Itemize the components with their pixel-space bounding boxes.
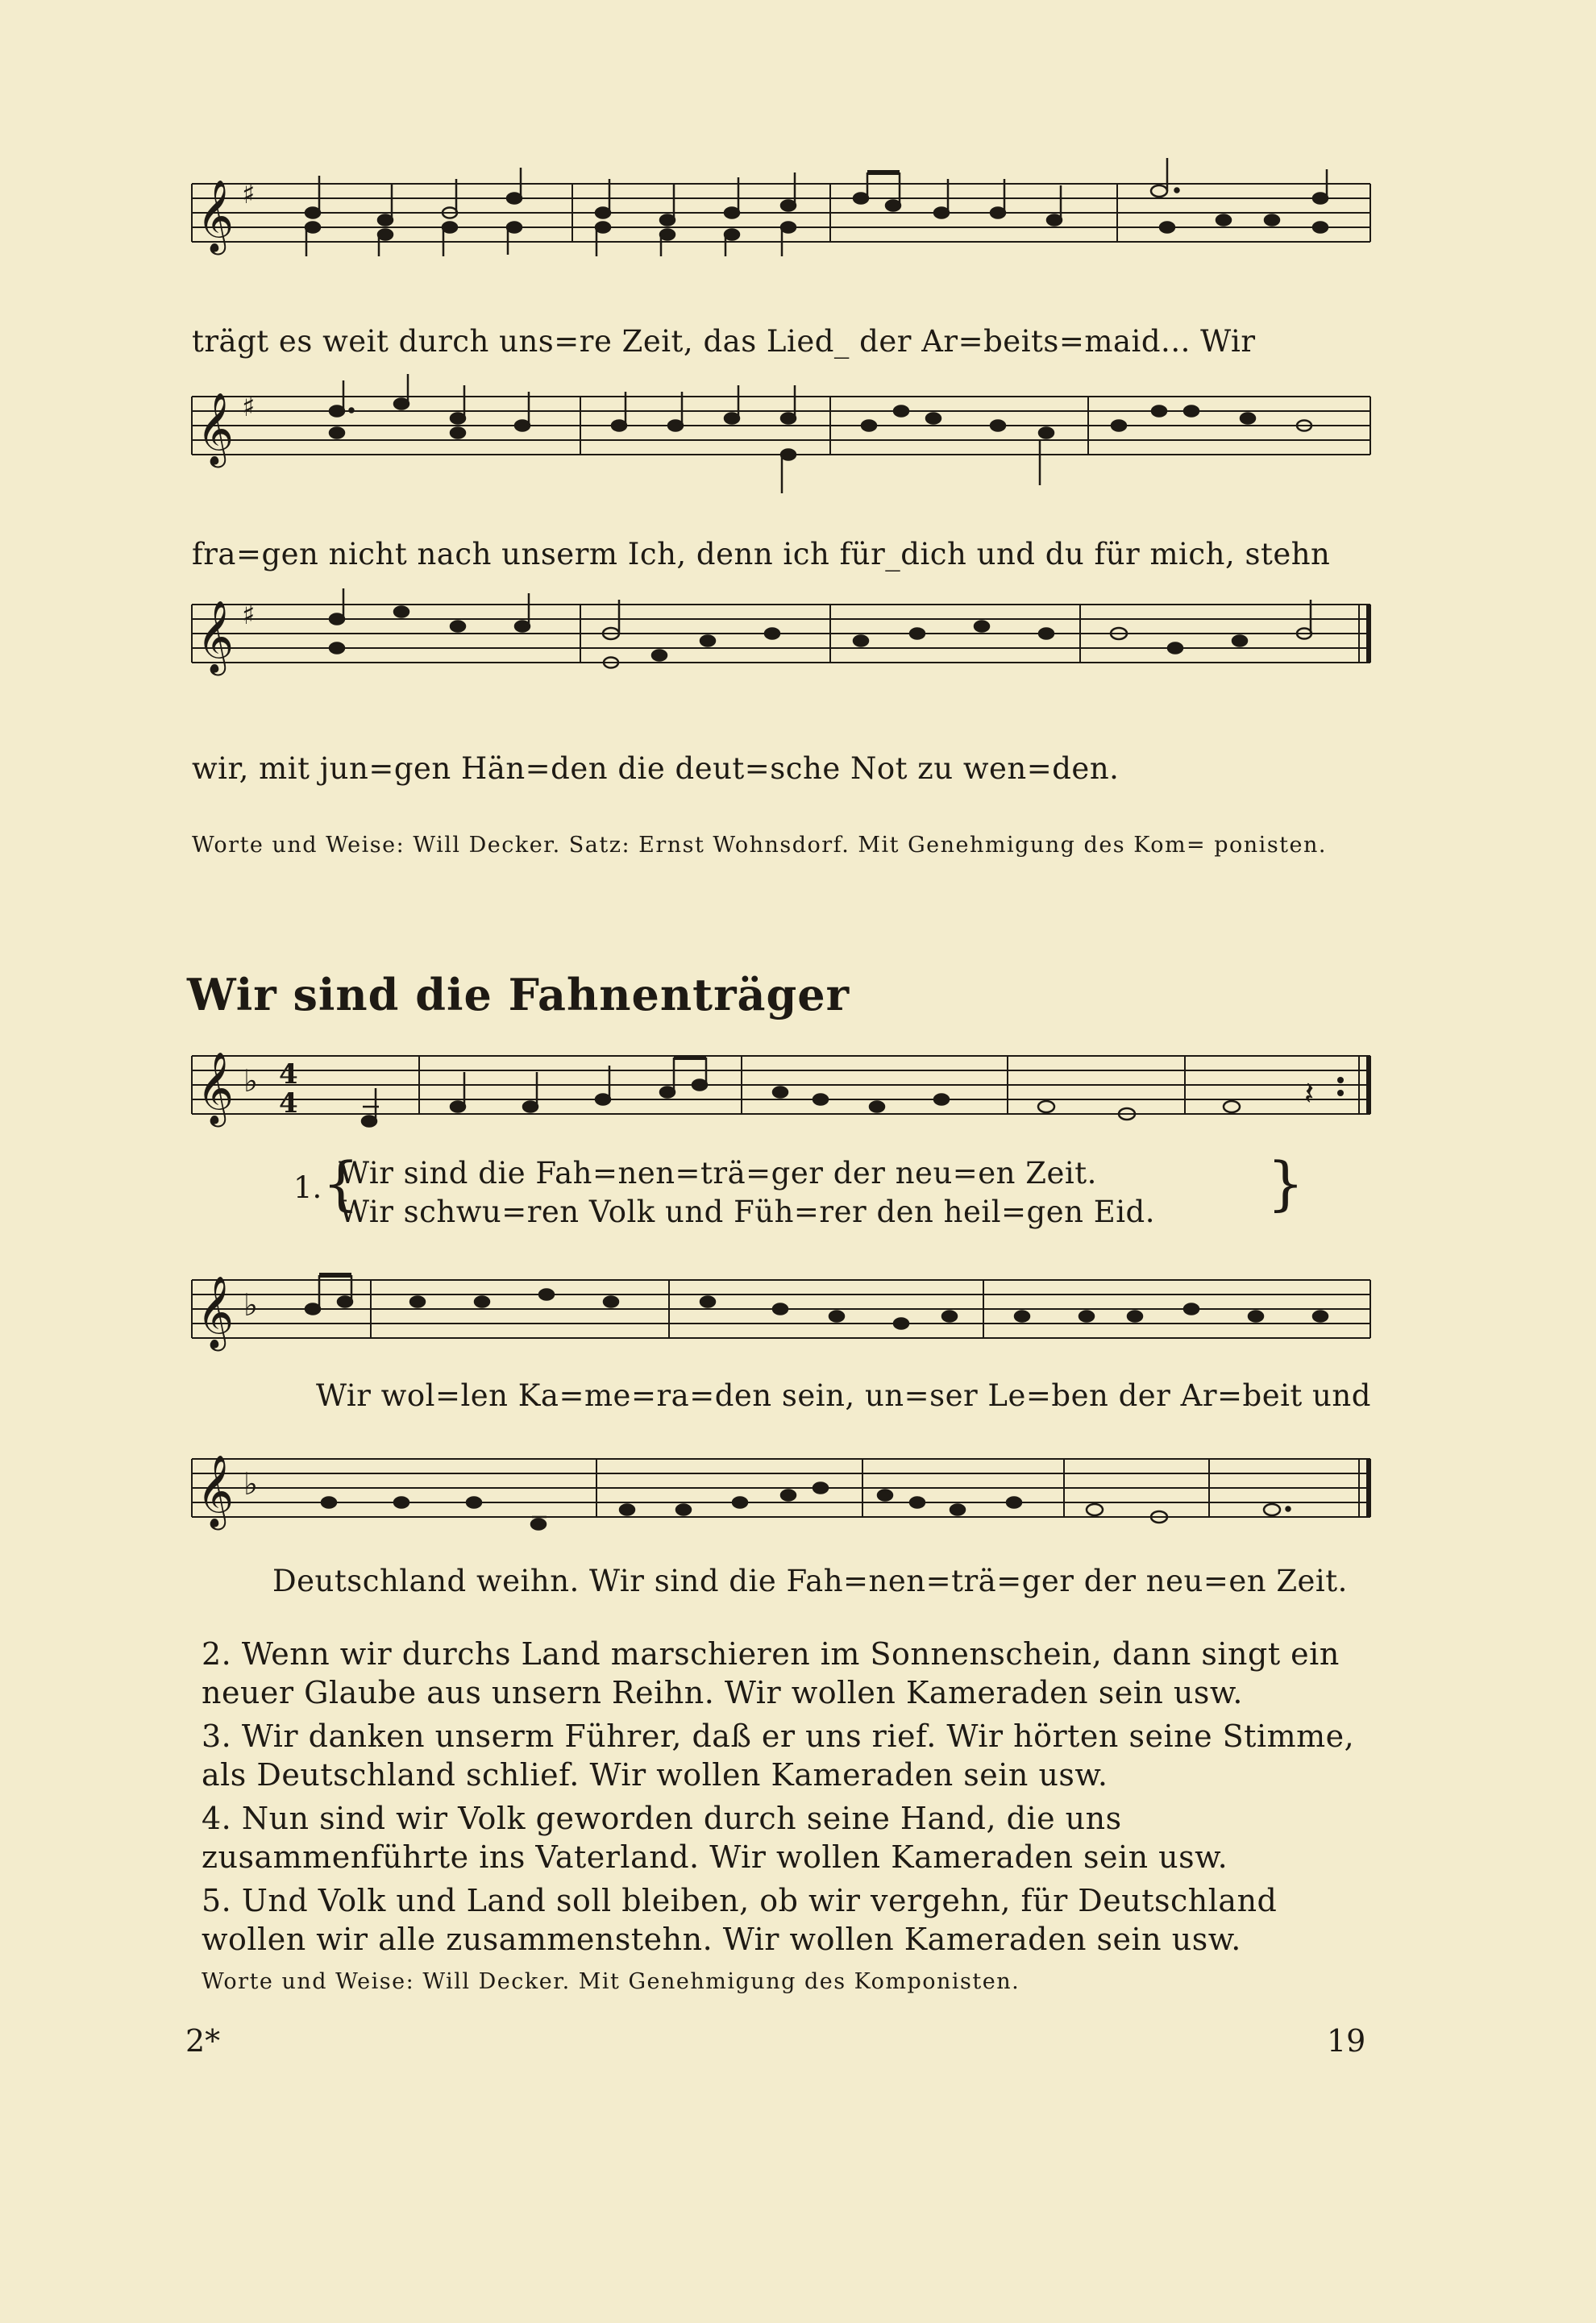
verse1-line-1: Wir sind die Fah=nen=trä=ger der neu=en Zeit. — [339, 1156, 1097, 1191]
song-title: Wir sind die Fahnenträger — [187, 969, 850, 1020]
notation-staff-1 — [192, 168, 1370, 256]
notation-staff-4 — [192, 1040, 1370, 1128]
svg-text:♭: ♭ — [243, 1287, 258, 1323]
song1-credits: Worte und Weise: Will Decker. Satz: Ernst Wohnsdorf. Mit Genehmigung des Kom= ponisten. — [192, 833, 1327, 858]
page-number: 19 — [1327, 2023, 1366, 2059]
verse-number: 1. — [293, 1170, 322, 1205]
notation-staff-3 — [192, 588, 1370, 677]
music-staff-4 — [192, 1040, 1370, 1128]
svg-text:♯: ♯ — [242, 178, 256, 210]
song1-lyric-line-3: wir, mit jun=gen Hän=den die deut=sche Not zu wen=den. — [192, 751, 1120, 786]
svg-text:♯: ♯ — [242, 391, 256, 423]
song2-lyric-line-3: Deutschland weihn. Wir sind die Fah=nen=trä=ger der neu=en Zeit. — [272, 1564, 1348, 1598]
svg-text:𝄞: 𝄞 — [197, 1276, 235, 1349]
time-signature-top: 4 — [279, 1058, 298, 1091]
notation-staff-2 — [192, 380, 1370, 469]
song1-lyric-line-1: trägt es weit durch uns=re Zeit, das Lied_ der Ar=beits=maid... Wir — [192, 324, 1256, 359]
song1-lyric-line-2: fra=gen nicht nach unserm Ich, denn ich für_dich und du für mich, stehn — [192, 537, 1331, 571]
song2-credits: Worte und Weise: Will Decker. Mit Genehmigung des Komponisten. — [202, 1969, 1020, 1994]
svg-text:♭: ♭ — [243, 1466, 258, 1502]
notation-staff-6 — [192, 1443, 1370, 1531]
music-staff-5 — [192, 1264, 1370, 1353]
music-staff-1 — [192, 168, 1370, 256]
stanza-5: 5. Und Volk und Land soll bleiben, ob wir vergehn, für Deutschland wollen wir alle zusammenstehn. Wir wollen Kameraden sein usw. — [202, 1883, 1278, 1957]
svg-text:𝄞: 𝄞 — [197, 1052, 235, 1124]
svg-text:𝄽: 𝄽 — [1304, 1075, 1315, 1112]
svg-text:𝄞: 𝄞 — [197, 393, 235, 465]
stanza-4: 4. Nun sind wir Volk geworden durch seine Hand, die uns zusammenführte ins Vaterland. Wir wollen Kameraden sein usw. — [202, 1801, 1228, 1875]
stanza-3: 3. Wir danken unserm Führer, daß er uns rief. Wir hörten seine Stimme, als Deutschland schlief. Wir wollen Kameraden sein usw. — [202, 1718, 1355, 1793]
music-staff-2 — [192, 380, 1370, 469]
svg-text:𝄞: 𝄞 — [197, 1455, 235, 1527]
time-signature-bottom: 4 — [279, 1087, 298, 1120]
song2-lyric-line-2: Wir wol=len Ka=me=ra=den sein, un=ser Le=ben der Ar=beit und — [316, 1378, 1371, 1413]
music-staff-3 — [192, 588, 1370, 677]
signature-mark: 2* — [185, 2023, 221, 2059]
verse1-line-2: Wir schwu=ren Volk und Füh=rer den heil=gen Eid. — [339, 1195, 1155, 1229]
music-staff-6 — [192, 1443, 1370, 1531]
verse-brace-right: } — [1267, 1149, 1304, 1217]
svg-text:𝄞: 𝄞 — [197, 600, 235, 673]
verse-brace-left: { — [322, 1149, 360, 1217]
svg-text:𝄞: 𝄞 — [197, 180, 235, 252]
stanza-2: 2. Wenn wir durchs Land marschieren im Sonnenschein, dann singt ein neuer Glaube aus unsern Reihn. Wir wollen Kameraden sein usw. — [202, 1636, 1340, 1710]
notation-staff-5 — [192, 1264, 1370, 1353]
svg-text:♯: ♯ — [242, 599, 256, 631]
svg-text:♭: ♭ — [243, 1063, 258, 1099]
